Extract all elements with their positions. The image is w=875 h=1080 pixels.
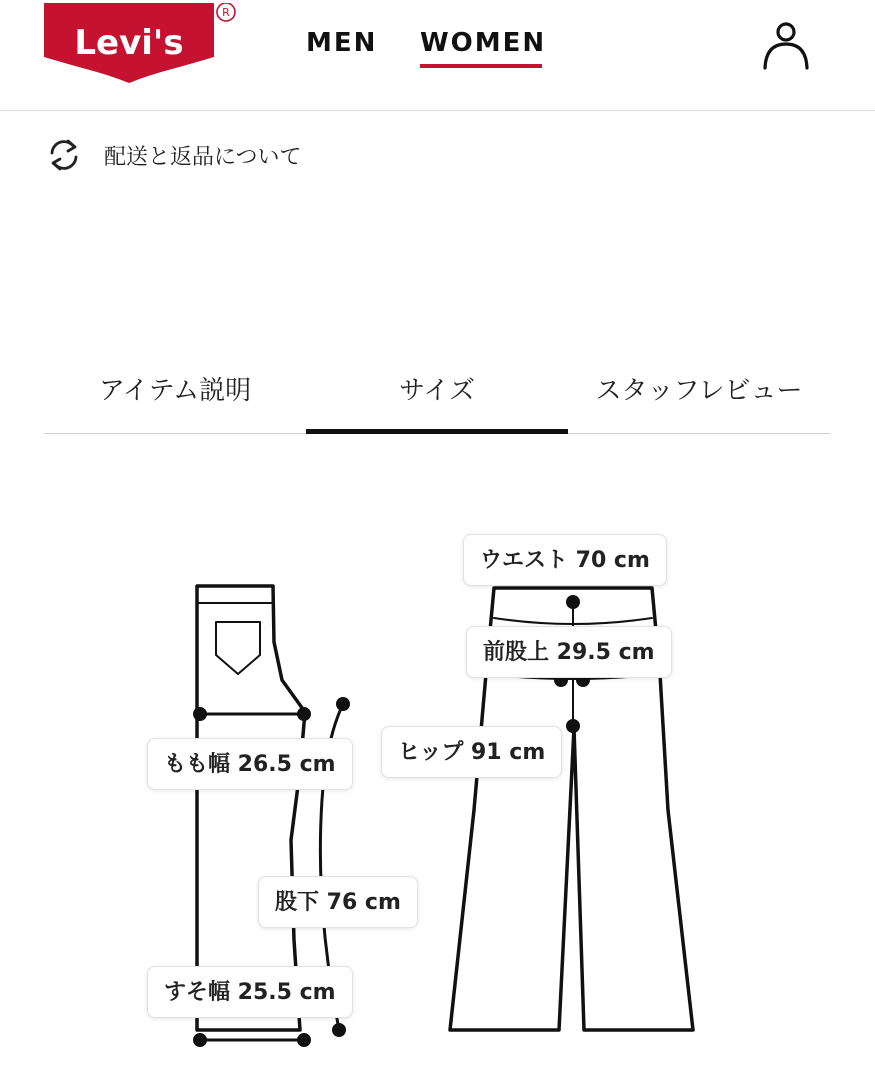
tab-staff-review[interactable]: スタッフレビュー: [595, 376, 803, 406]
logo-wordmark: Levi's: [74, 23, 184, 63]
tab-item-description[interactable]: アイテム説明: [98, 376, 252, 406]
product-tabs: [44, 352, 830, 434]
shipping-returns-label: 配送と返品について: [104, 144, 302, 170]
svg-text:R: R: [222, 6, 230, 19]
hip-measurement-label: ヒップ 91 cm: [381, 726, 562, 778]
refresh-icon: [44, 135, 84, 175]
account-button[interactable]: [758, 20, 814, 72]
shipping-returns-link[interactable]: [44, 134, 302, 176]
front-rise-measurement-label: 前股上 29.5 cm: [466, 626, 672, 678]
nav-women[interactable]: WOMEN: [420, 28, 547, 58]
levis-logo[interactable]: [44, 3, 240, 83]
waist-measurement-label: ウエスト 70 cm: [463, 534, 667, 586]
back-pocket-shape: [216, 622, 260, 674]
thigh-measurement-label: もも幅 26.5 cm: [147, 738, 353, 790]
size-diagram: [0, 470, 875, 1070]
inseam-measurement-label: 股下 76 cm: [258, 876, 418, 928]
site-header: [0, 0, 875, 111]
nav-active-indicator: [420, 64, 542, 68]
tab-size[interactable]: サイズ: [399, 376, 475, 406]
user-icon: [758, 20, 814, 72]
hem-measurement-label: すそ幅 25.5 cm: [147, 966, 353, 1018]
nav-men[interactable]: MEN: [306, 28, 378, 58]
tab-active-indicator: [306, 429, 568, 434]
side-view-outline: [197, 586, 305, 1030]
